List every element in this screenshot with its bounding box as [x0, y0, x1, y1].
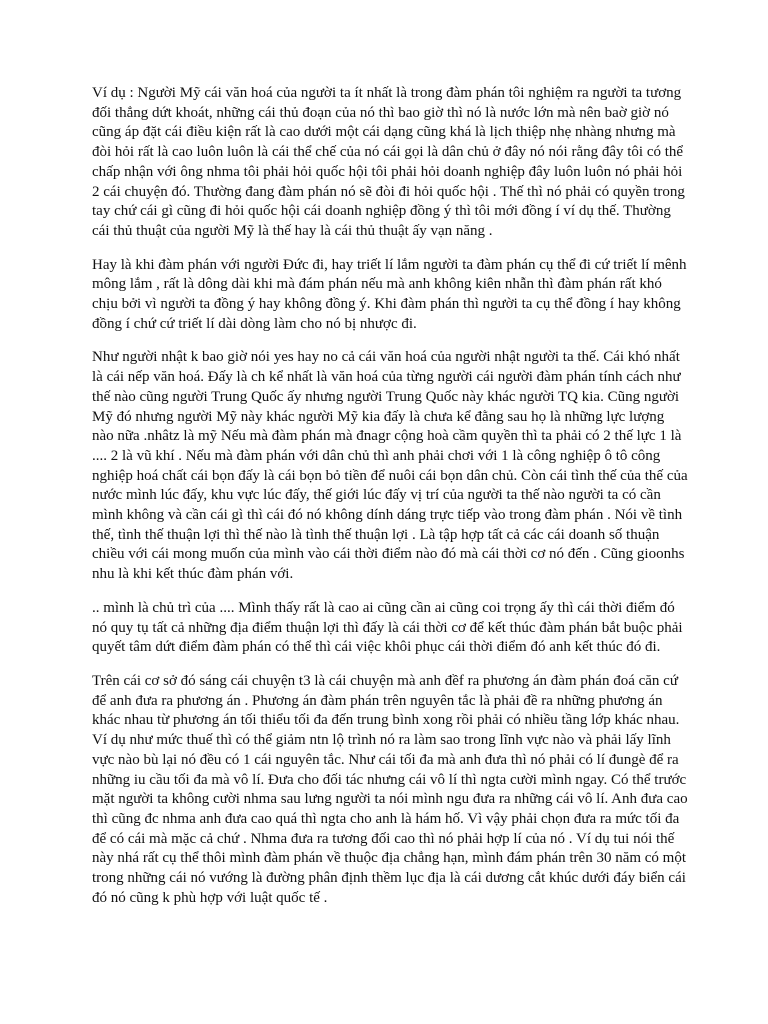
paragraph-1: Ví dụ : Người Mỹ cái văn hoá của người ta ít nhất là trong đàm phán tôi nghiệm ra người ta tương đối thẳng dứt khoát, những cái thủ đoạn của nó thì bao giờ thì nó là nước lớn mà nên baờ giờ nó cũng áp đặt cái điều kiện rất là cao dưới một cái dạng cũng khá là lịch thiệp nhẹ nhàng nhưng mà đòi hỏi rất là cao luôn luôn là cái thể chế của nó cái gọi là dân chủ ở đây nó nói rằng đây tôi có thể chấp nhận với ông nhma tôi phải hỏi quốc hội tôi phải hỏi doanh nghiệp đây luôn luôn nó phải hỏi 2 cái chuyện đó. Thường đang đàm phán nó sẽ đòi đi hỏi quốc hội . Thế thì nó phải có quyền trong tay chứ cái gì cũng đi hỏi quốc hội cái doanh nghiệp đồng ý thì tôi mới đồng í ví dụ thế. Thường cái thủ thuật của người Mỹ là thế hay là cái thủ thuật ấy vạn năng . — [92, 85, 685, 239]
paragraph-4: .. mình là chủ trì của .... Mình thấy rất là cao ai cũng cần ai cũng coi trọng ấy thì cái thời điểm đó nó quy tụ tất cả những địa điểm thuận lợi thì đấy là cái thời cơ để kết thúc đàm phán bắt buộc phải quyết tâm dứt điểm đàm phán có thể thì cái việc khôi phục cái thời điểm đó anh kết thúc đó đi. — [92, 599, 683, 656]
paragraph-5: Trên cái cơ sở đó sáng cái chuyện t3 là cái chuyện mà anh đềf ra phương án đàm phán đoá căn cứ để anh đưa ra phương án . Phương án đàm phán trên nguyên tắc là phải đề ra những phương án khác nhau từ phương án tối thiểu tối đa đến trung bình xong rồi phải có nhiều tầng lớp khác nhau. Ví dụ như mức thuế thì có thể giảm ntn lộ trình nó ra làm sao trong lĩnh vực nào và phải lấy lĩnh vực nào bù lại nó đều có 1 cái nguyên tắc. Như cái tối đa mà anh đưa thì nó phải có lí đungè để ra những iu cầu tối đa mà vô lí. Đưa cho đối tác nhưng cái vô lí thì ngta cười mình ngay. Có thể trước mặt người ta không cười nhma sau lưng người ta nói mình ngu đưa ra những cái vô lí. Anh đưa cao thì cũng đc nhma anh đưa cao quá thì ngta cho anh là hám hố. Vì vậy phải chọn đưa ra mức tối đa để có cái mà mặc cả chứ . Nhma đưa ra tương đối cao thì nó phải hợp lí của nó . Ví dụ tui nói thế này nhá rất cụ thể thôi mình đàm phán về thuộc địa chẳng hạn, mình đám phán trên 30 năm có một trong những cái nó vướng là đường phân định thềm lục địa là cái dương cắt khúc dưới đáy biển cái đó nó cũng k phù hợp với luật quốc tế . — [92, 672, 688, 906]
paragraph-3: Như người nhật k bao giờ nói yes hay no cả cái văn hoá của người nhật người ta thế. Cái khó nhất là cái nếp văn hoá. Đấy là ch kể nhất là văn hoá của từng người cái người đàm phán tính cách như thế nào cũng người Trung Quốc ấy nhưng người Trung Quốc này khác người TQ kia. Cũng người Mỹ đó nhưng người Mỹ này khác người Mỹ kia đấy là chưa kể đằng sau họ là những lực lượng nào nữa .nhâtz là mỹ Nếu mà đàm phán mà đnagr cộng hoà cầm quyền thì ta phải có 2 thế lực 1 là .... 2 là vũ khí . Nếu mà đàm phán với dân chủ thì anh phải chơi với 1 là công nghiệp ô tô công nghiệp hoá chất cái bọn đấy là cái bọn bỏ tiền để nuôi cái bọn dân chủ. Còn cái tình thế của thế của nước mình lúc đấy, khu vực lúc đấy, thế giới lúc đấy vị trí của người ta thế nào người ta có cần mình không và cần cái gì thì cái đó nó không dính dáng trực tiếp vào trong đàm phán . Nói về tình thế, tình thế thuận lợi thì thế nào là tình thế thuận lợi . Là tập hợp tất cả các cái doanh số thuận chiều với cái mong muốn của mình vào cái thời điểm nào đó mà cái thời cơ nó đến . Cũng gioonhs nhu là khi kết thúc đàm phán với. — [92, 349, 688, 583]
document-page — [92, 84, 688, 922]
paragraph-2: Hay là khi đàm phán với người Đức đi, hay triết lí lắm người ta đàm phán cụ thể đi cứ triết lí mênh mông lắm , rất là dông dài khi mà đám phán nếu mà anh không kiên nhẫn thì đàm phán rất khó chịu bởi vì người ta đồng ý hay không đồng ý. Khi đàm phán thì người ta cụ thể đồng í hay không đồng í chứ cứ triết lí dài dòng làm cho nó bị nhược đi. — [92, 256, 687, 332]
